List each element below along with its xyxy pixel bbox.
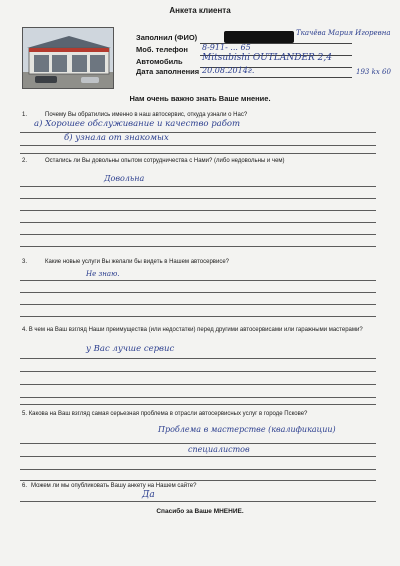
field-label-phone: Моб. телефон: [136, 45, 188, 54]
handwritten-answer: Довольна: [104, 174, 145, 183]
answer-line: [20, 469, 376, 470]
answer-line: [20, 501, 376, 502]
question-number: 2.: [22, 158, 28, 164]
field-value-date: 20.08.2014г.: [202, 66, 255, 75]
service-building-photo: [22, 27, 114, 89]
thanks-text: Спасибо за Ваше МНЕНИЕ.: [156, 508, 244, 515]
answer-line: [20, 186, 376, 187]
question-text: Можем ли мы опубликовать Вашу анкету на Нашем сайте?: [31, 483, 197, 489]
handwritten-answer: специалистов: [188, 445, 250, 454]
answer-line: [20, 304, 376, 305]
answer-line: [20, 384, 376, 385]
handwritten-answer: Да: [142, 490, 155, 500]
question-text: 4. В чем на Ваш взгляд Наши преимущества (или недостатки) перед другими автосервисами или гаражными мастерами?: [22, 327, 363, 333]
handwritten-answer: б) узнала от знакомых: [64, 133, 169, 143]
answer-line: [20, 280, 376, 281]
field-value-car: Mitsubishi OUTLANDER 2,4: [202, 53, 332, 63]
answer-line: [20, 292, 376, 293]
handwritten-answer: а) Хорошее обслуживание и качество работ: [34, 119, 241, 129]
answer-line: [20, 222, 376, 223]
answer-line: [20, 480, 376, 481]
handwritten-answer: у Вас лучше сервис: [86, 344, 175, 354]
answer-line: [20, 456, 376, 457]
answer-line: [20, 316, 376, 317]
form-title: Анкета клиента: [169, 6, 231, 15]
answer-line: [20, 358, 376, 359]
answer-line: [20, 404, 376, 405]
answer-line: [20, 145, 376, 146]
question-text: 5. Какова на Ваш взгляд самая серьезная проблема в отрасли автосервисных услуг в городе Пскове?: [22, 411, 308, 417]
answer-line: [20, 246, 376, 247]
question-number: 5.: [22, 411, 28, 417]
handwritten-answer: Не знаю.: [86, 270, 120, 278]
question-number: 4.: [22, 327, 28, 333]
answer-line: [20, 397, 376, 398]
field-value-car-extra: 193 kx 60: [356, 68, 391, 76]
field-value-phone: 8-911- ... 65: [202, 43, 251, 52]
answer-line: [20, 153, 376, 154]
answer-line: [20, 443, 376, 444]
question-text: Остались ли Вы довольны опытом сотрудничества с Нами? (либо недовольны и чем): [45, 158, 285, 164]
answer-line: [20, 371, 376, 372]
answer-line: [20, 198, 376, 199]
question-number: 6.: [22, 483, 28, 489]
field-label-car: Автомобиль: [136, 57, 183, 66]
question-number: 3.: [22, 259, 28, 265]
answer-line: [20, 210, 376, 211]
intro-text: Нам очень важно знать Ваше мнение.: [129, 94, 271, 103]
handwritten-answer: Проблема в мастерстве (квалификации): [158, 425, 336, 434]
underline: [200, 77, 352, 78]
field-value-name: Ткачёва Мария Игоревна: [296, 29, 391, 37]
question-text: Почему Вы обратились именно в наш автосервис, откуда узнали о Нас?: [45, 112, 248, 118]
field-label-date: Дата заполнения: [136, 67, 200, 76]
answer-line: [20, 234, 376, 235]
field-label-name: Заполнил (ФИО): [136, 33, 198, 42]
question-text: Какие новые услуги Вы желали бы видеть в Нашем автосервисе?: [45, 259, 229, 265]
question-number: 1.: [22, 112, 28, 118]
redacted-block: [224, 31, 294, 43]
